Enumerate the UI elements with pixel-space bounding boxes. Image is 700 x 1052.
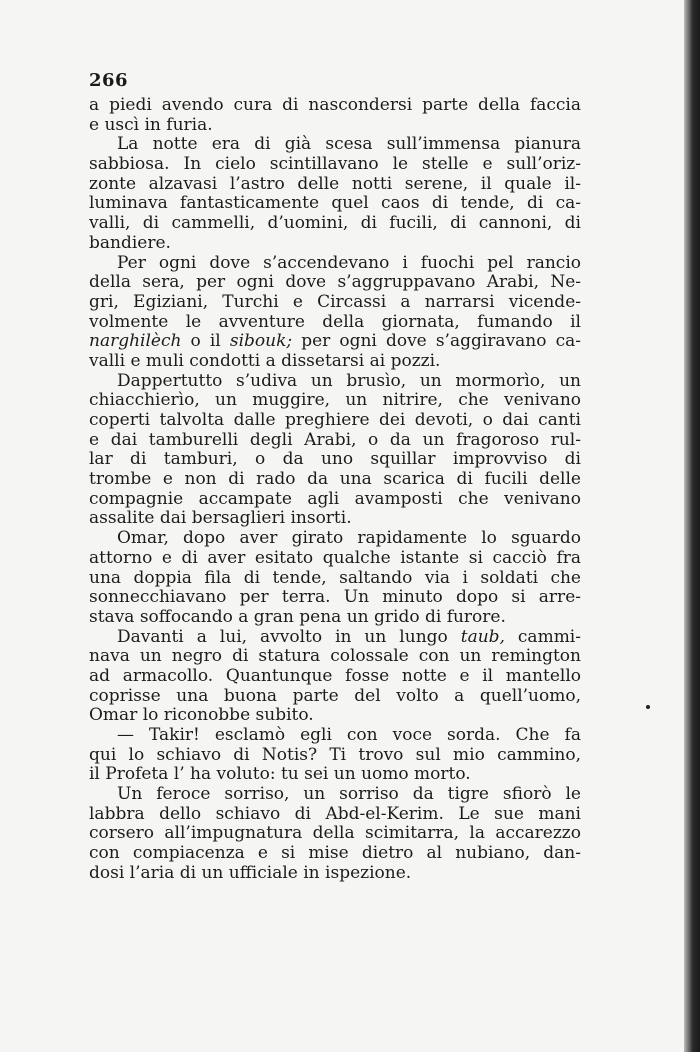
print-speck [646, 705, 650, 709]
text-line: qui lo schiavo di Notis? Ti trovo sul mio cammino, [89, 744, 581, 765]
italic-word: taub, [460, 626, 505, 647]
text-line: nava un negro di statura colossale con un remington [89, 646, 581, 667]
text-line: assalite dai bersaglieri insorti. [89, 508, 352, 529]
italic-word: narghilèch [89, 331, 182, 352]
text-line: e uscì in furia. [89, 114, 213, 135]
text-line: una doppia fila di tende, saltando via i soldati che [89, 567, 581, 588]
text-line: Un feroce sorriso, un sorriso da tigre sfiorò le [117, 784, 581, 805]
book-spine-shadow [684, 0, 700, 1052]
text-line: sabbiosa. In cielo scintillavano le stelle e sull’oriz- [89, 154, 581, 175]
text-line: con compiacenza e si mise dietro al nubiano, dan- [89, 843, 581, 864]
text-line: dosi l’aria di un ufficiale in ispezione. [89, 862, 412, 883]
text-line: luminava fantasticamente quel caos di tende, di ca- [89, 193, 581, 214]
text-line-mixed [89, 628, 581, 648]
text-line: volmente le avventure della giornata, fumando il [89, 311, 581, 332]
text-line: ad armacollo. Quantunque fosse notte e il mantello [89, 665, 581, 686]
text-line-mixed [89, 332, 581, 352]
text-line: della sera, per ogni dove s’aggruppavano Arabi, Ne- [89, 272, 581, 293]
text-run: per ogni dove s’aggiravano ca- [292, 331, 581, 352]
text-line: — Takir! esclamò egli con voce sorda. Che fa [117, 725, 581, 745]
text-run: Davanti a lui, avvolto in un lungo [117, 626, 461, 647]
text-line: labbra dello schiavo di Abd-el-Kerim. Le sue mani [89, 803, 581, 824]
text-line: Per ogni dove s’accendevano i fuochi pel rancio [117, 252, 581, 273]
text-line: Omar, dopo aver girato rapidamente lo sguardo [117, 528, 581, 549]
text-line: chiacchierìo, un muggire, un nitrire, che venivano [89, 390, 581, 411]
text-line: a piedi avendo cura di nascondersi parte della faccia [89, 95, 581, 115]
text-line: compagnie accampate agli avamposti che venivano [89, 488, 581, 509]
text-line: stava soffocando a gran pena un grido di furore. [89, 606, 506, 627]
text-line: coprisse una buona parte del volto a quell’uomo, [89, 685, 581, 706]
text-line: trombe e non di rado da una scarica di fucili delle [89, 469, 581, 490]
text-run: cammi- [504, 626, 581, 647]
page-number: 266 [89, 70, 129, 91]
text-line: corsero all’impugnatura della scimitarra, la accarezzo [89, 823, 581, 844]
text-line: lar di tamburi, o da uno squillar improvviso di [89, 449, 581, 470]
italic-word: sibouk; [229, 331, 293, 352]
body-text [89, 96, 581, 884]
text-line: Dappertutto s’udiva un brusìo, un mormorìo, un [117, 370, 581, 391]
text-line: La notte era di già scesa sull’immensa pianura [117, 134, 581, 155]
text-line: sonnecchiavano per terra. Un minuto dopo si arre- [89, 587, 581, 608]
text-line: valli, di cammelli, d’uomini, di fucili, di cannoni, di [89, 213, 581, 234]
text-line: Omar lo riconobbe subito. [89, 705, 314, 726]
text-run: o il [181, 331, 230, 352]
text-line: bandiere. [89, 232, 171, 253]
text-line: e dai tamburelli degli Arabi, o da un fragoroso rul- [89, 429, 581, 450]
text-line: il Profeta l’ ha voluto: tu sei un uomo morto. [89, 764, 471, 785]
text-line: valli e muli condotti a dissetarsi ai pozzi. [89, 350, 441, 371]
text-line: gri, Egiziani, Turchi e Circassi a narrarsi vicende- [89, 291, 581, 312]
text-line: coperti talvolta dalle preghiere dei devoti, o dai canti [89, 410, 581, 430]
text-line: zonte alzavasi l’astro delle notti serene, il quale il- [89, 173, 581, 194]
text-line: attorno e di aver esitato qualche istante si cacciò fra [89, 547, 581, 568]
